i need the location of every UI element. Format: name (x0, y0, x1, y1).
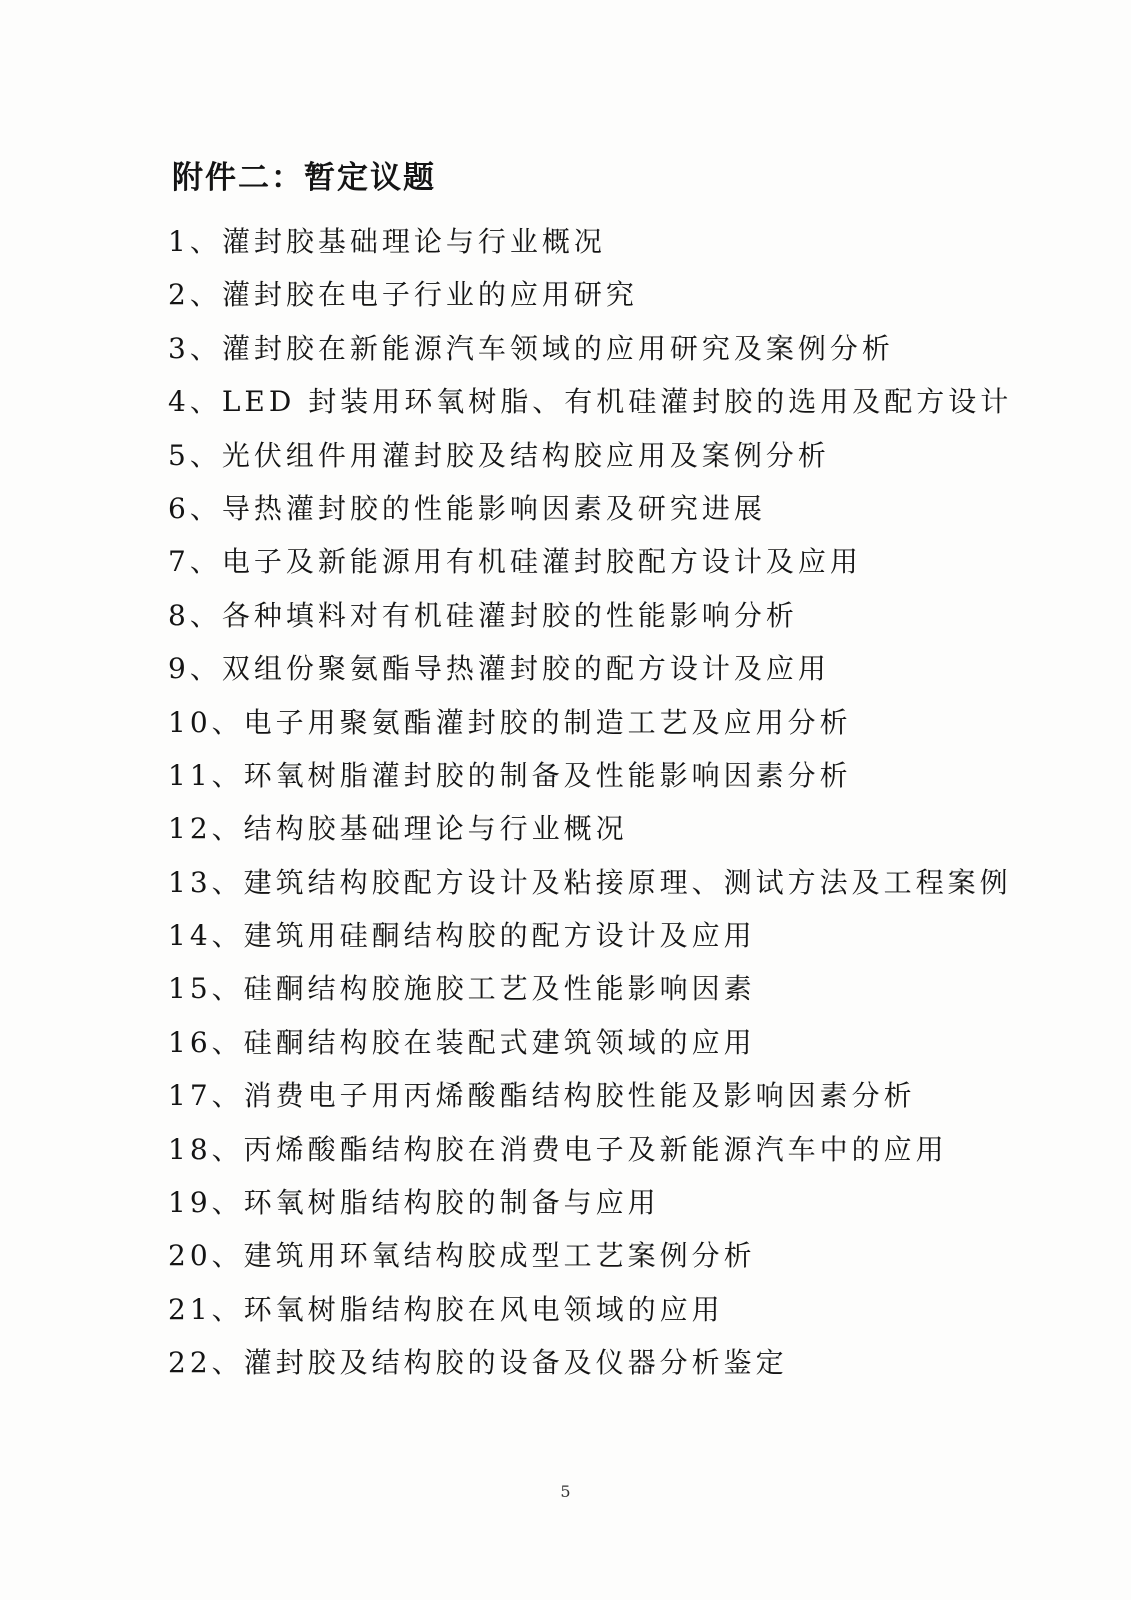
topic-item: 21、环氧树脂结构胶在风电领域的应用 (168, 1292, 724, 1326)
topic-item: 8、各种填料对有机硅灌封胶的性能影响分析 (168, 598, 798, 632)
topic-item: 4、LED 封装用环氧树脂、有机硅灌封胶的选用及配方设计 (168, 385, 1013, 419)
topic-item: 1、灌封胶基础理论与行业概况 (168, 225, 606, 258)
topic-item: 20、建筑用环氧结构胶成型工艺案例分析 (168, 1239, 756, 1273)
topic-item: 12、结构胶基础理论与行业概况 (168, 812, 628, 846)
page-number: 5 (560, 1482, 571, 1501)
topic-item: 18、丙烯酸酯结构胶在消费电子及新能源汽车中的应用 (168, 1132, 948, 1166)
topic-item: 19、环氧树脂结构胶的制备与应用 (168, 1186, 660, 1220)
topic-item: 6、导热灌封胶的性能影响因素及研究进展 (168, 491, 766, 525)
topic-item: 2、灌封胶在电子行业的应用研究 (168, 278, 638, 312)
page-heading: 附件二：暂定议题 (172, 160, 436, 196)
topic-item: 3、灌封胶在新能源汽车领域的应用研究及案例分析 (168, 331, 894, 365)
topic-item: 7、电子及新能源用有机硅灌封胶配方设计及应用 (168, 545, 862, 579)
topic-item: 22、灌封胶及结构胶的设备及仪器分析鉴定 (168, 1346, 788, 1380)
topic-item: 9、双组份聚氨酯导热灌封胶的配方设计及应用 (168, 652, 830, 686)
topic-item: 14、建筑用硅酮结构胶的配方设计及应用 (168, 919, 756, 953)
topic-item: 10、电子用聚氨酯灌封胶的制造工艺及应用分析 (168, 705, 852, 739)
topic-item: 17、消费电子用丙烯酸酯结构胶性能及影响因素分析 (168, 1079, 916, 1113)
topic-item: 11、环氧树脂灌封胶的制备及性能影响因素分析 (168, 758, 852, 792)
topic-item: 13、建筑结构胶配方设计及粘接原理、测试方法及工程案例 (168, 865, 1012, 899)
topic-list (168, 220, 1012, 1395)
topic-item: 15、硅酮结构胶施胶工艺及性能影响因素 (168, 972, 756, 1006)
topic-item: 16、硅酮结构胶在装配式建筑领域的应用 (168, 1025, 756, 1059)
topic-item: 5、光伏组件用灌封胶及结构胶应用及案例分析 (168, 438, 830, 472)
